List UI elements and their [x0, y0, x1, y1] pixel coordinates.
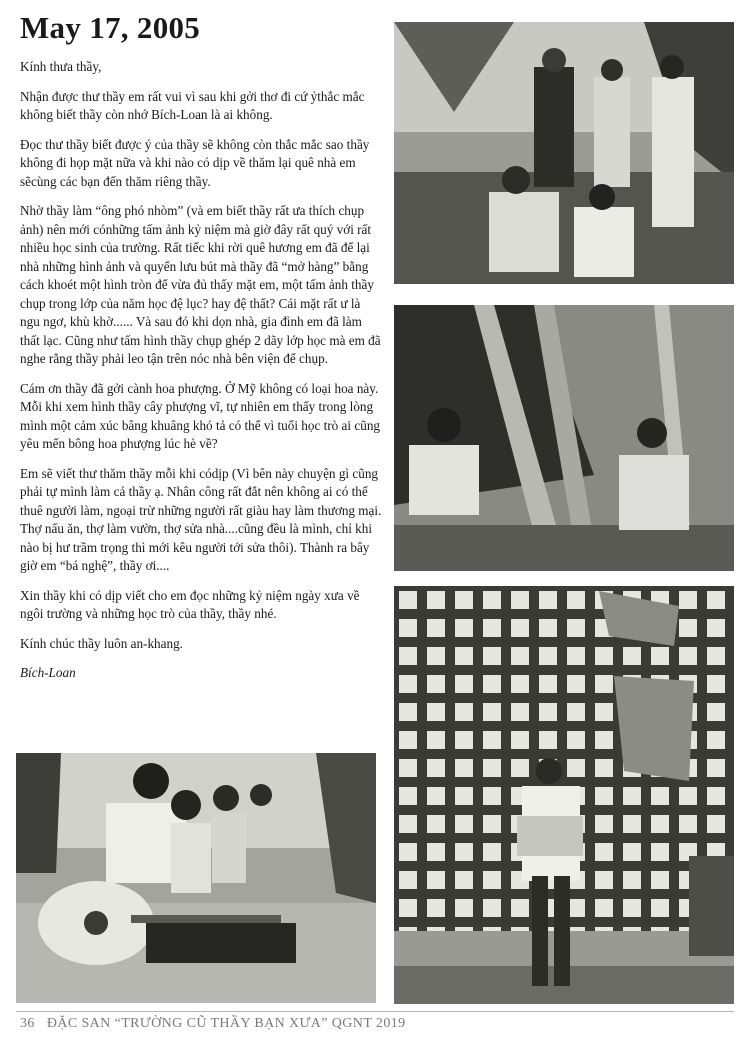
- letter-paragraph: Em sẽ viết thư thăm thầy mỗi khi códịp (Vì bên này chuyện gì cũng phải tự mình làm cả thầy ạ. Nhân công rất đắt nên không ai có thể thuê người làm, ngoại trừ những người rất giàu hay làm thương mại. Thợ nấu ăn, thợ làm vườn, thợ sửa nhà....cũng đều là mình, chỉ khi nào bị hư trầm trọng thì mới kêu người tới sửa thôi). Thành ra bây giờ em “bá nghệ”, thầy ơi....: [20, 465, 382, 573]
- photo-group-riverside: [394, 22, 734, 284]
- letter-paragraph: Kính thưa thầy,: [20, 59, 102, 74]
- letter-paragraph: Nhờ thầy làm “ông phó nhòm” (và em biết thầy rất ưa thích chụp ảnh) nên mới cónhững tấm ảnh kỷ niệm mà giờ đây rất quý với rất nhiều học sinh của trường. Rất tiếc khi rời quê hương em đã để lại nhà những hình ảnh và quyển lưu bút mà thầy đã “mở hàng” bằng cách khoét một hình tròn để vừa đủ thấy mặt em, một tấm ảnh thầy chụp trong lớp của năm học đệ lục? hay đệ thất? Cái mặt rất ư là ngu ngơ, khù khờ...... Và sau đó khi dọn nhà, gia đình em đã làm thất lạc. Cũng như tấm hình thầy chụp ghép 2 dãy lớp học mà em đã nghe rằng thầy phải leo tận trên nóc nhà bên viện để chụp.: [20, 203, 381, 366]
- letter-paragraph: Kính chúc thầy luôn an-khang.: [20, 635, 183, 651]
- publication-title: ĐẶC SAN “TRƯỜNG CŨ THẦY BẠN XƯA” QGNT 2019: [46, 1016, 406, 1031]
- letter-body: [20, 58, 382, 694]
- page-title: May 17, 2005: [20, 10, 201, 45]
- letter-paragraph: Cám ơn thầy đã gởi cành hoa phượng. Ở Mỹ không có loại hoa này. Mỗi khi xem hình thầy cây phượng vĩ, tự nhiên em thấy trong lòng mình một cảm xúc bâng khuâng khó tả có thể vì tuổi học trò ai cũng yêu mến bông hoa phượng lúc hè về?: [20, 380, 381, 451]
- letter-paragraph: Xin thầy khi có dịp viết cho em đọc những kỷ niệm ngày xưa về ngôi trường và những học trò của thầy, thầy nhé.: [20, 587, 360, 621]
- letter-paragraph: Đọc thư thầy biết được ý của thầy sẽ không còn thắc mắc sao thầy không đi họp mặt nữa và khi nào có dịp về thăm lại quê nhà em sẽcùng các bạn đến thăm riêng thầy.: [20, 136, 370, 189]
- letter-signature: Bích-Loan: [20, 665, 76, 680]
- footer-divider: [16, 1011, 734, 1012]
- page-number: 36: [20, 1016, 35, 1031]
- photo-man-lattice-wall: [394, 586, 734, 1004]
- page-footer: [20, 1016, 406, 1032]
- photo-couple-under-trees: [394, 305, 734, 571]
- photo-guitar-with-students: [16, 753, 376, 1003]
- letter-paragraph: Nhận được thư thầy em rất vui vì sau khi gởi thơ đi cứ ỷthắc mắc không biết thầy còn nhớ Bích-Loan là ai không.: [20, 88, 365, 122]
